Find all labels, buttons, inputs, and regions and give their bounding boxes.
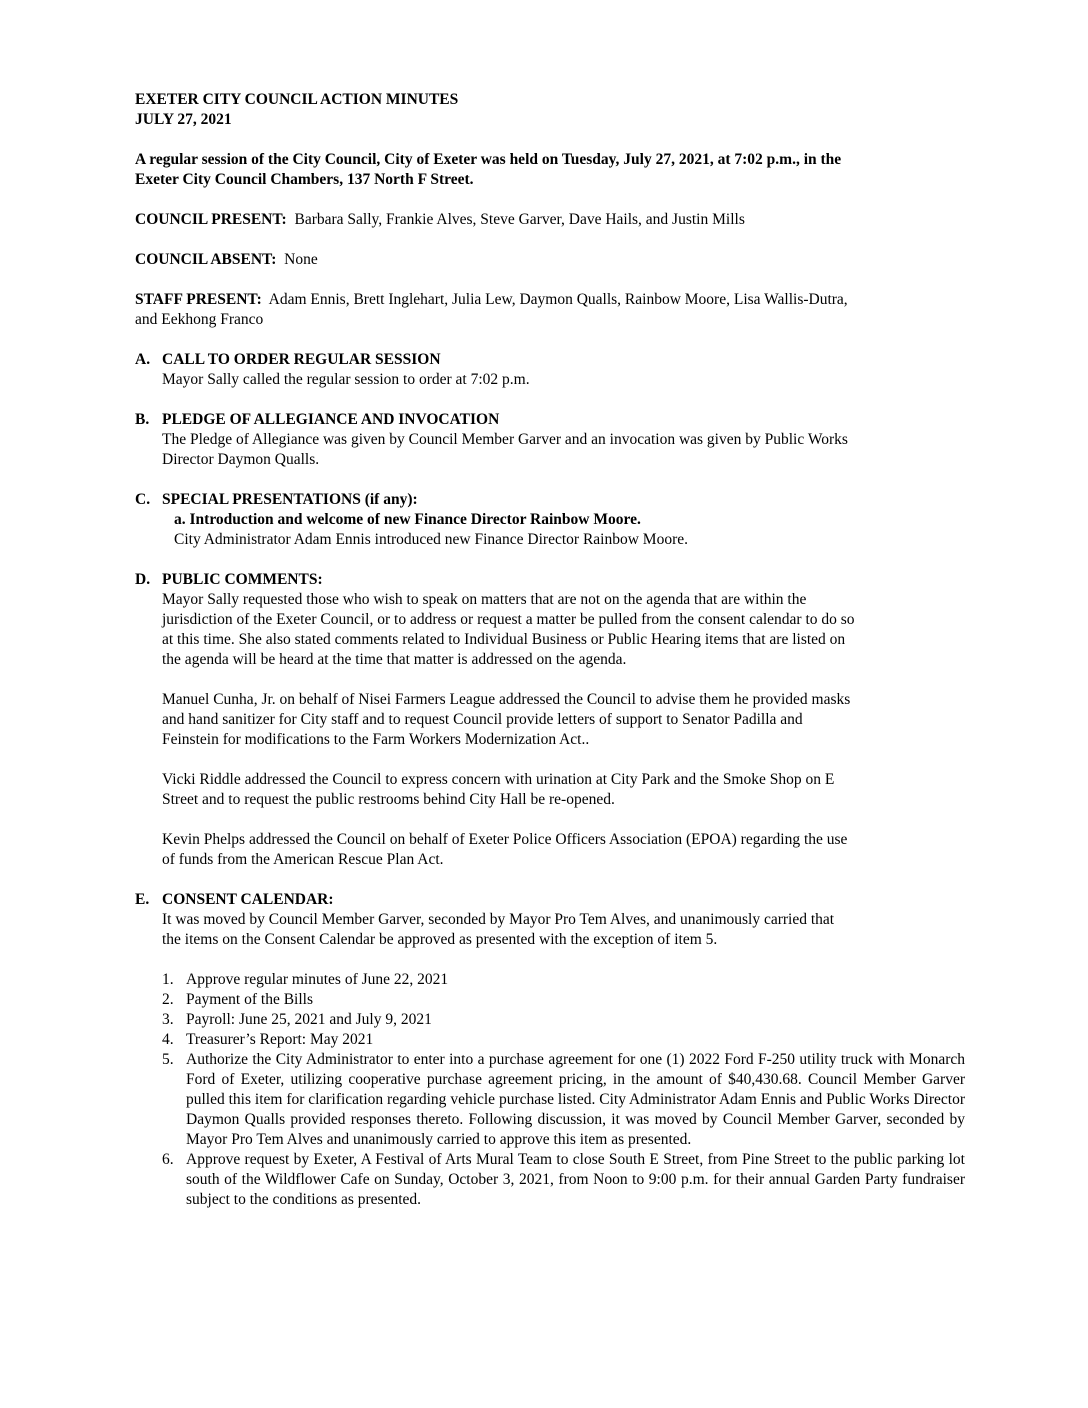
section-b-title: PLEDGE OF ALLEGIANCE AND INVOCATION bbox=[162, 411, 500, 428]
council-present bbox=[135, 210, 965, 230]
council-present-value: Barbara Sally, Frankie Alves, Steve Garver, Dave Hails, and Justin Mills bbox=[294, 211, 745, 228]
list-item-number: 6. bbox=[162, 1151, 174, 1168]
list-item-text: Payment of the Bills bbox=[186, 991, 314, 1008]
list-item bbox=[162, 1030, 965, 1050]
list-item-number: 4. bbox=[162, 1031, 174, 1048]
council-absent bbox=[135, 250, 965, 270]
section-c-body bbox=[162, 510, 965, 550]
document-date: JULY 27, 2021 bbox=[135, 111, 232, 128]
section-b-body bbox=[162, 430, 965, 470]
section-d-heading bbox=[135, 570, 965, 590]
public-comment-cunha bbox=[162, 690, 965, 750]
staff-present-value-1: Adam Ennis, Brett Inglehart, Julia Lew, Daymon Qualls, Rainbow Moore, Lisa Wallis-Dutra, bbox=[268, 291, 848, 308]
council-present-label: COUNCIL PRESENT: bbox=[135, 211, 287, 228]
document-title: EXETER CITY COUNCIL ACTION MINUTES bbox=[135, 91, 459, 108]
section-c-heading bbox=[135, 490, 965, 510]
minutes-page bbox=[135, 90, 965, 1210]
section-b-body-line-2: Director Daymon Qualls. bbox=[162, 451, 320, 468]
list-item-text: Approve regular minutes of June 22, 2021 bbox=[186, 971, 449, 988]
section-b-heading bbox=[135, 410, 965, 430]
comment-line: Feinstein for modifications to the Farm Workers Modernization Act.. bbox=[162, 731, 590, 748]
section-c-letter: C. bbox=[135, 491, 151, 508]
consent-calendar-list bbox=[162, 970, 965, 1210]
section-e-heading bbox=[135, 890, 965, 910]
section-c-title: SPECIAL PRESENTATIONS (if any): bbox=[162, 491, 418, 508]
list-item bbox=[162, 990, 965, 1010]
section-e-body bbox=[162, 910, 965, 950]
comment-line: Manuel Cunha, Jr. on behalf of Nisei Farmers League addressed the Council to advise them he provided masks bbox=[162, 691, 851, 708]
council-absent-label: COUNCIL ABSENT: bbox=[135, 251, 277, 268]
staff-present-value-2: and Eekhong Franco bbox=[135, 311, 264, 328]
public-comments-intro bbox=[162, 590, 965, 670]
list-item bbox=[162, 1050, 965, 1150]
section-e-title: CONSENT CALENDAR: bbox=[162, 891, 334, 908]
list-item-number: 5. bbox=[162, 1051, 174, 1068]
section-a-letter: A. bbox=[135, 351, 151, 368]
staff-present-label: STAFF PRESENT: bbox=[135, 291, 262, 308]
list-item bbox=[162, 1150, 965, 1210]
public-comment-phelps bbox=[162, 830, 965, 870]
intro-line: Mayor Sally requested those who wish to speak on matters that are not on the agenda that are within the bbox=[162, 591, 807, 608]
section-a-heading bbox=[135, 350, 965, 370]
section-a-body: Mayor Sally called the regular session to order at 7:02 p.m. bbox=[162, 371, 530, 388]
consent-intro-line-1: It was moved by Council Member Garver, seconded by Mayor Pro Tem Alves, and unanimously carried that bbox=[162, 911, 835, 928]
section-c-sub-body: City Administrator Adam Ennis introduced new Finance Director Rainbow Moore. bbox=[174, 531, 688, 548]
list-item-number: 3. bbox=[162, 1011, 174, 1028]
section-b-body-line-1: The Pledge of Allegiance was given by Council Member Garver and an invocation was given by Public Works bbox=[162, 431, 848, 448]
section-b-letter: B. bbox=[135, 411, 150, 428]
staff-present bbox=[135, 290, 965, 330]
intro-line: the agenda will be heard at the time that matter is addressed on the agenda. bbox=[162, 651, 627, 668]
section-e-letter: E. bbox=[135, 891, 150, 908]
section-c-sub-heading: a. Introduction and welcome of new Finance Director Rainbow Moore. bbox=[174, 511, 641, 528]
section-a-title: CALL TO ORDER REGULAR SESSION bbox=[162, 351, 441, 368]
public-comment-riddle bbox=[162, 770, 965, 810]
session-line-2: Exeter City Council Chambers, 137 North F Street. bbox=[135, 171, 474, 188]
list-item-text: Payroll: June 25, 2021 and July 9, 2021 bbox=[186, 1011, 432, 1028]
session-line-1: A regular session of the City Council, City of Exeter was held on Tuesday, July 27, 2021, at 7:02 p.m., in the bbox=[135, 151, 842, 168]
section-d-body bbox=[162, 590, 965, 870]
list-item-text: Approve request by Exeter, A Festival of Arts Mural Team to close South E Street, from Pine Street to the public parking lot south of the Wildflower Cafe on Sunday, October 3, 2021, from Noon to 9:00 p.m. for their annual Garden Party fundraiser subject to the conditions as presented. bbox=[186, 1151, 965, 1208]
list-item bbox=[162, 1010, 965, 1030]
council-absent-value: None bbox=[284, 251, 318, 268]
intro-line: at this time. She also stated comments related to Individual Business or Public Hearing items that are listed on bbox=[162, 631, 846, 648]
comment-line: Kevin Phelps addressed the Council on behalf of Exeter Police Officers Association (EPOA) regarding the use bbox=[162, 831, 848, 848]
section-d-title: PUBLIC COMMENTS: bbox=[162, 571, 323, 588]
list-item-number: 2. bbox=[162, 991, 174, 1008]
list-item bbox=[162, 970, 965, 990]
comment-line: of funds from the American Rescue Plan Act. bbox=[162, 851, 444, 868]
comment-line: Street and to request the public restrooms behind City Hall be re-opened. bbox=[162, 791, 615, 808]
comment-line: and hand sanitizer for City staff and to request Council provide letters of support to Senator Padilla and bbox=[162, 711, 803, 728]
list-item-text: Treasurer’s Report: May 2021 bbox=[186, 1031, 374, 1048]
intro-line: jurisdiction of the Exeter Council, or to address or request a matter be pulled from the consent calendar to do so bbox=[162, 611, 855, 628]
section-d-letter: D. bbox=[135, 571, 151, 588]
list-item-number: 1. bbox=[162, 971, 174, 988]
list-item-text: Authorize the City Administrator to enter into a purchase agreement for one (1) 2022 Ford F-250 utility truck with Monarch Ford of Exeter, utilizing cooperative purchase agreement pricing, in the amount of $40,430.68. Council Member Garver pulled this item for clarification regarding vehicle purchase listed. City Administrator Adam Ennis and Public Works Director Daymon Qualls provided responses thereto. Following discussion, it was moved by Council Member Garver, seconded by Mayor Pro Tem Alves and unanimously carried to approve this item as presented. bbox=[186, 1051, 965, 1148]
consent-intro-line-2: the items on the Consent Calendar be approved as presented with the exception of item 5. bbox=[162, 931, 718, 948]
comment-line: Vicki Riddle addressed the Council to express concern with urination at City Park and the Smoke Shop on E bbox=[162, 771, 835, 788]
